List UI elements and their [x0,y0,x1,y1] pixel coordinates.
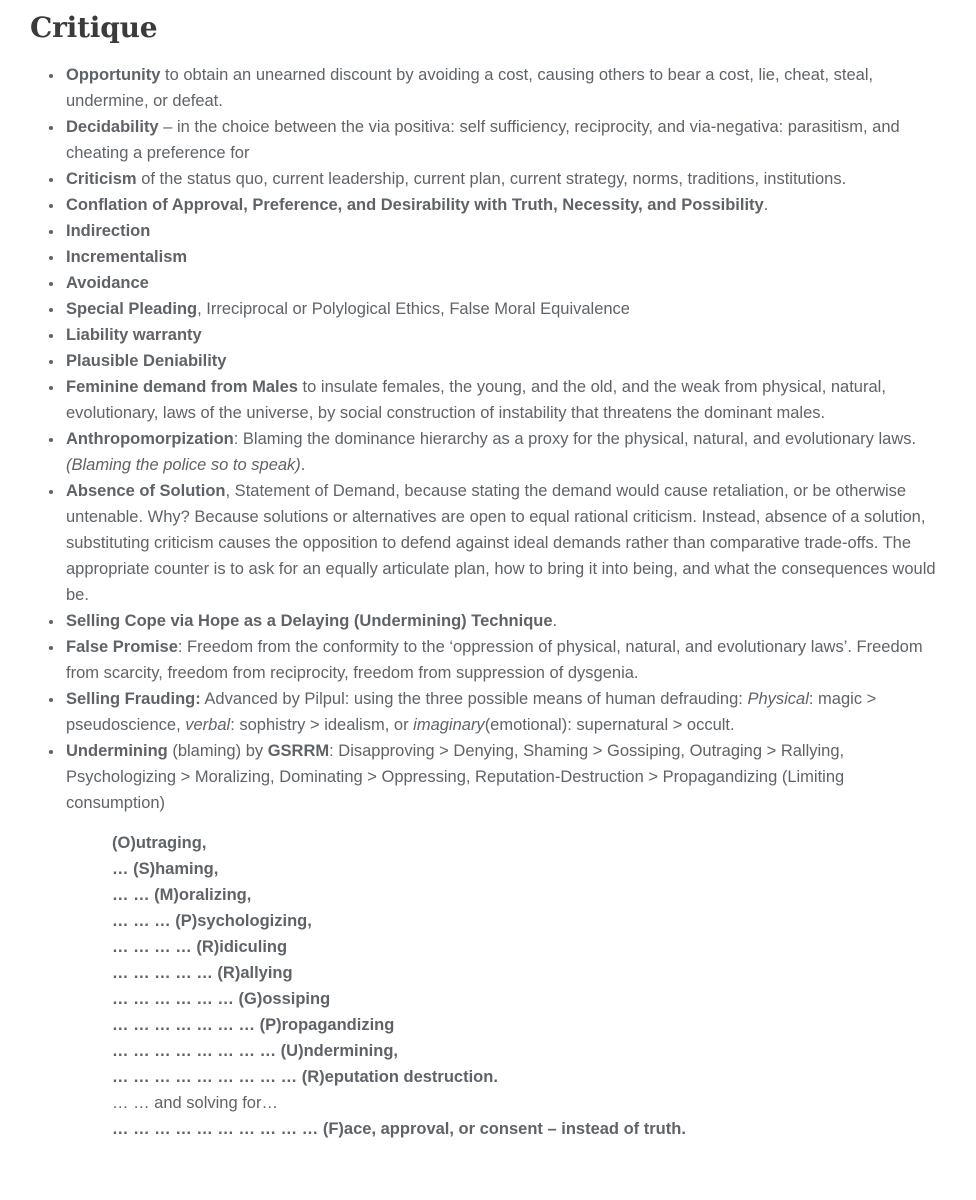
text-run: Avoidance [66,274,149,293]
text-run: Liability warranty [66,326,202,345]
text-run: : sophistry > idealism, or [230,716,414,735]
text-run: … … … … … … … … … … (F)ace, approval, or consent – instead of truth. [112,1120,686,1139]
text-run: Indirection [66,222,151,241]
bullet-item [64,218,946,244]
text-run: : magic > pseudoscience, [66,690,877,735]
text-run: False Promise [66,638,178,657]
gsrrm-line [112,986,946,1012]
bullet-item [64,478,946,608]
text-run: Advanced by Pilpul: using the three possible means of human defrauding: [200,690,748,709]
gsrrm-line [112,1090,946,1116]
bullet-item [64,62,946,114]
page-title: Critique [30,11,158,44]
text-run: Selling Cope via Hope as a Delaying (Undermining) Technique [66,612,553,631]
bullet-item [64,738,946,816]
text-run: , Irreciprocal or Polylogical Ethics, False Moral Equivalence [197,300,630,319]
text-run: Selling Frauding: [66,690,201,709]
bullet-item [64,686,946,738]
bullet-item [64,296,946,322]
text-run: Special Pleading [66,300,198,319]
text-run: Plausible Deniability [66,352,227,371]
text-run: … … … … … … … … (U)ndermining, [112,1042,398,1061]
bullet-item [64,426,946,478]
text-run: (Blaming the police so to speak) [66,456,301,475]
gsrrm-line [112,856,946,882]
text-run: … … … … (R)idiculing [112,938,288,957]
bullet-item [64,114,946,166]
text-run: Opportunity [66,66,161,85]
text-run: Feminine demand from Males [66,378,298,397]
text-run: : Disapproving > Denying, Shaming > Gossiping, Outraging > Rallying, Psychologizing > Moralizing, Dominating > Oppressing, Reputation-Destruction > Propagandizing (Limiting consumption) [66,742,845,813]
text-run: to insulate females, the young, and the old, and the weak from physical, natural, evolutionary, laws of the universe, by social construction of instability that threatens the dominant males. [66,378,886,423]
gsrrm-line [112,1038,946,1064]
text-run: (O)utraging, [112,834,207,853]
text-run: … … … … … … … … … (R)eputation destruction. [112,1068,498,1087]
critique-bullet-list [28,62,946,816]
bullet-item [64,192,946,218]
text-run: Criticism [66,170,137,189]
text-run: … … … (P)sychologizing, [112,912,312,931]
text-run: … … … … … (R)allying [112,964,293,983]
bullet-item [64,608,946,634]
text-run: imaginary [413,716,485,735]
bullet-item [64,348,946,374]
text-run: GSRRM [267,742,330,761]
gsrrm-line [112,960,946,986]
text-run: to obtain an unearned discount by avoiding a cost, causing others to bear a cost, lie, cheat, steal, undermine, or defeat. [66,66,874,111]
gsrrm-line [112,908,946,934]
text-run: Undermining [66,742,168,761]
text-run: . [763,196,769,215]
bullet-item [64,244,946,270]
text-run: … … … … … … … (P)ropagandizing [112,1016,395,1035]
text-run: Decidability [66,118,159,137]
bullet-item [64,166,946,192]
text-run: of the status quo, current leadership, current plan, current strategy, norms, traditions, institutions. [136,170,847,189]
bullet-item [64,374,946,426]
gsrrm-line [112,1116,946,1142]
text-run: : Freedom from the conformity to the ‘oppression of physical, natural, and evolutionary laws’. Freedom from scarcity, freedom from reciprocity, freedom from suppression of dysgenia. [66,638,923,683]
text-run: Anthropomorpization [66,430,234,449]
text-run: Conflation of Approval, Preference, and Desirability with Truth, Necessity, and Possibility [66,196,764,215]
text-run: … … and solving for… [112,1094,278,1113]
text-run: … (S)haming, [112,860,219,879]
text-run: verbal [185,716,231,735]
gsrrm-line [112,1012,946,1038]
text-run: – in the choice between the via positiva: self sufficiency, reciprocity, and via-negativa: parasitism, and cheating a preference for [66,118,900,163]
text-run: … … (M)oralizing, [112,886,252,905]
gsrrm-line [112,882,946,908]
text-run: . [300,456,306,475]
gsrrm-line [112,1064,946,1090]
bullet-item [64,634,946,686]
text-run: Incrementalism [66,248,188,267]
gsrrm-line [112,934,946,960]
text-run: … … … … … … (G)ossiping [112,990,331,1009]
text-run: , Statement of Demand, because stating the demand would cause retaliation, or be otherwise untenable. Why? Because solutions or alternatives are open to equal rational criticism. Instead, absence of a solution, substituting criticism causes the opposition to defend against ideal demands rather than comparative trade-offs. The appropriate counter is to ask for an equally articulate plan, how to bring it into being, and what the consequences would be. [66,482,936,605]
bullet-item [64,270,946,296]
gsrrm-line [112,830,946,856]
text-run: (emotional): supernatural > occult. [484,716,735,735]
text-run: . [552,612,558,631]
text-run: Absence of Solution [66,482,226,501]
text-run: Physical [747,690,809,709]
bullet-item [64,322,946,348]
gsrrm-cascade-block [112,830,946,1142]
text-run: (blaming) by [167,742,268,761]
text-run: : Blaming the dominance hierarchy as a proxy for the physical, natural, and evolutionary laws. [233,430,917,449]
